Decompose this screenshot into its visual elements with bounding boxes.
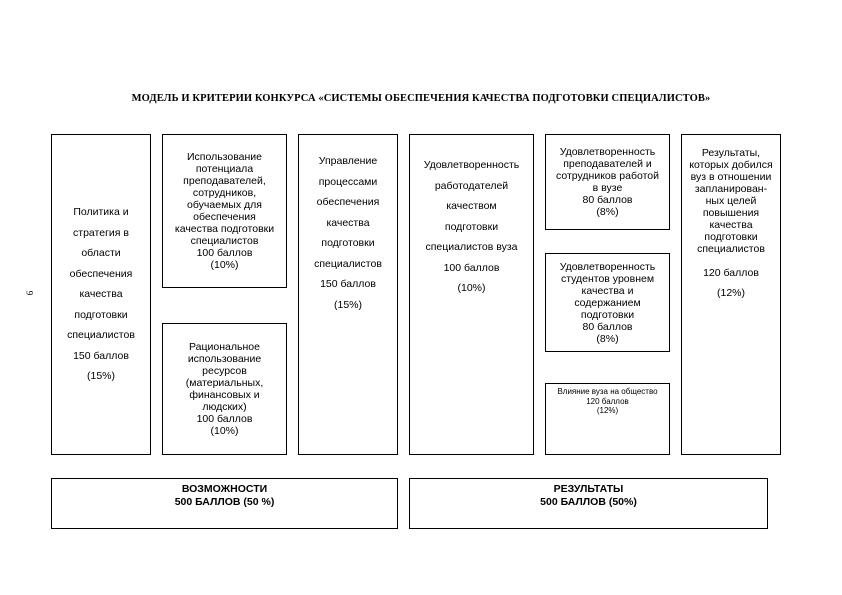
text-line: Использование [186,151,263,163]
text-line: качества [79,288,123,301]
text-line: преподавателей и [563,158,652,170]
criterion-employer-satisfaction-box [409,134,534,455]
criterion-student-satisfaction-percent: (8%) [596,332,619,345]
text-line: специалистов [190,235,259,247]
criterion-staff-satisfaction-text [556,146,659,194]
criterion-results-goals-points: 120 баллов [703,267,759,279]
text-line: людских) [202,401,247,413]
text-line: использование [187,353,262,365]
criterion-processes-percent: (15%) [333,298,362,311]
criterion-student-satisfaction-text [560,261,656,321]
text-line: которых добился [689,159,773,171]
text-line: качеством [446,200,497,212]
text-line: запланирован- [694,183,768,195]
diagram-title: МОДЕЛЬ И КРИТЕРИИ КОНКУРСА «СИСТЕМЫ ОБЕСПЕЧЕНИЯ КАЧЕСТВА ПОДГОТОВКИ СПЕЦИАЛИСТОВ» [131,93,711,104]
criterion-results-goals-box [681,134,781,455]
text-line: качества подготовки [174,223,275,235]
text-line: обеспечения [193,211,256,223]
criterion-staff-potential-box [162,134,287,288]
text-line: ных целей [705,195,757,207]
page-number: 9 [24,290,35,296]
opportunities-summary-box [51,478,398,529]
criterion-resources-points: 100 баллов [196,413,253,425]
criterion-employer-satisfaction-percent: (10%) [457,282,486,294]
text-line: процессами [318,175,378,188]
criterion-staff-potential-percent: (10%) [210,259,239,271]
criterion-policy-percent: (15%) [86,370,115,383]
text-line: специалистов вуза [425,241,518,253]
text-line: качества [709,219,753,231]
text-line: обеспечения [316,196,380,208]
criterion-resources-percent: (10%) [210,425,239,437]
criterion-society-impact-percent: (12%) [596,406,619,415]
text-line: области [81,247,121,260]
text-line: повышения [702,207,760,219]
text-line: потенциала [195,163,254,175]
text-line: финансовых и [189,389,260,401]
results-summary-box [409,478,768,529]
text-line: Удовлетворенность [559,146,656,158]
criterion-staff-potential-points: 100 баллов [196,247,253,259]
text-line: качества и [581,284,634,297]
criterion-staff-satisfaction-points: 80 баллов [582,194,633,206]
text-line: Удовлетворенность [559,260,656,273]
text-line: стратегия в [73,226,129,239]
criterion-staff-satisfaction-percent: (8%) [596,206,619,218]
criterion-policy-points: 150 баллов [73,349,129,362]
criterion-student-satisfaction-box [545,253,670,352]
results-label: РЕЗУЛЬТАТЫ [553,483,624,495]
text-line: вуз в отношении [690,171,772,183]
criterion-resources-text [186,341,264,413]
criterion-employer-satisfaction-points: 100 баллов [443,261,500,274]
criterion-processes-text [314,151,382,274]
text-line: подготовки [444,220,499,233]
text-line: Удовлетворенность [423,159,520,171]
criterion-processes-points: 150 баллов [320,278,376,290]
criterion-resources-box [162,323,287,455]
opportunities-label: ВОЗМОЖНОСТИ [181,483,268,495]
text-line: специалистов [314,257,382,270]
criterion-society-impact-box [545,383,670,455]
text-line: Управление [318,155,378,167]
text-line: подготовки [704,231,758,243]
text-line: обеспечения [69,267,133,280]
criterion-policy-text [67,202,135,346]
opportunities-points: 500 БАЛЛОВ (50 %) [174,496,275,508]
text-line: сотрудников работой [556,170,659,182]
text-line: специалистов [697,243,765,255]
criterion-policy-box [51,134,151,455]
text-line: Влияние вуза на общество [557,387,658,396]
criterion-results-goals-percent: (12%) [716,287,745,299]
text-line: сотрудников, [192,187,257,199]
text-line: Результаты, [701,147,761,159]
text-line: обучаемых для [187,199,262,211]
text-line: (материальных, [185,377,264,389]
criterion-employer-satisfaction-text [424,155,520,258]
criterion-student-satisfaction-points: 80 баллов [582,320,633,333]
text-line: работодателей [434,179,509,192]
text-line: специалистов [67,329,135,342]
text-line: студентов уровнем [560,272,655,285]
criterion-staff-satisfaction-box [545,134,670,230]
text-line: качества [326,216,370,229]
criterion-society-impact-text [557,387,657,397]
text-line: подготовки [580,308,635,321]
text-line: преподавателей, [183,175,266,187]
text-line: Политика и [73,206,129,219]
results-points: 500 БАЛЛОВ (50%) [540,496,637,508]
text-line: ресурсов [202,365,247,377]
text-line: Рациональное [189,341,260,353]
criterion-society-impact-points: 120 баллов [586,396,629,406]
text-line: подготовки [321,237,375,249]
criterion-staff-potential-text [175,151,274,247]
text-line: содержанием [574,296,641,309]
criterion-processes-box [298,134,398,455]
text-line: подготовки [74,308,128,321]
text-line: в вузе [592,182,623,194]
criterion-results-goals-text [689,147,772,255]
